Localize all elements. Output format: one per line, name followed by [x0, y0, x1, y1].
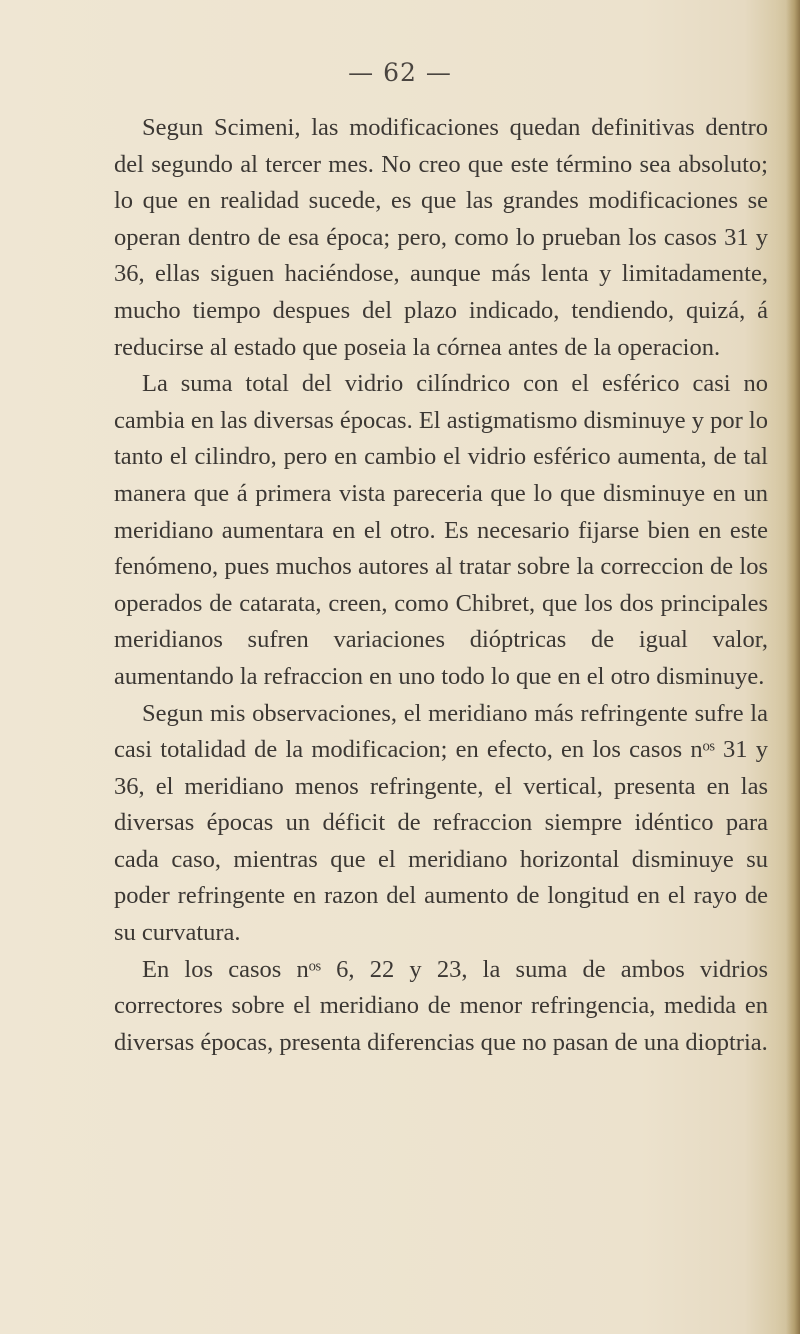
paragraph-4: En los casos nᵒˢ 6, 22 y 23, la suma de ambos vidrios correctores sobre el meridiano de menor refringencia, medida en diversas épocas, presenta diferencias que no pasan de una dioptria.	[114, 955, 768, 1056]
body-text	[114, 110, 768, 1061]
page-number: — 62 —	[348, 58, 452, 87]
page-edge-shadow	[786, 0, 800, 1334]
paragraph-3: Segun mis observaciones, el meridiano más refringente sufre la casi totalidad de la modificacion; en efecto, en los casos nᵒˢ 31 y 36, el meridiano menos refringente, el vertical, presenta en las diversas épocas un déficit de refraccion siempre idéntico para cada caso, mientras que el meridiano horizontal disminuye su poder refringente en razon del aumento de longitud en el rayo de su curvatura.	[114, 699, 768, 947]
paragraph-2: La suma total del vidrio cilíndrico con el esférico casi no cambia en las diversas épocas. El astigmatismo disminuye y por lo tanto el cilindro, pero en cambio el vidrio esférico aumenta, de tal manera que á primera vista pareceria que lo que disminuye en un meridiano aumentara en el otro. Es necesario fijarse bien en este fenómeno, pues muchos autores al tratar sobre la correccion de los operados de catarata, creen, como Chibret, que los dos principales meridianos sufren variaciones dióptricas de igual valor, aumentando la refraccion en uno todo lo que en el otro disminuye.	[114, 370, 768, 690]
paragraph-1: Segun Scimeni, las modificaciones quedan definitivas dentro del segundo al tercer mes. No creo que este término sea absoluto; lo que en realidad sucede, es que las grandes modificaciones se operan dentro de esa época; pero, como lo prueban los casos 31 y 36, ellas siguen haciéndose, aunque más lenta y limitadamente, mucho tiempo despues del plazo indicado, tendiendo, quizá, á reducirse al estado que poseia la córnea antes de la operacion.	[114, 114, 768, 361]
